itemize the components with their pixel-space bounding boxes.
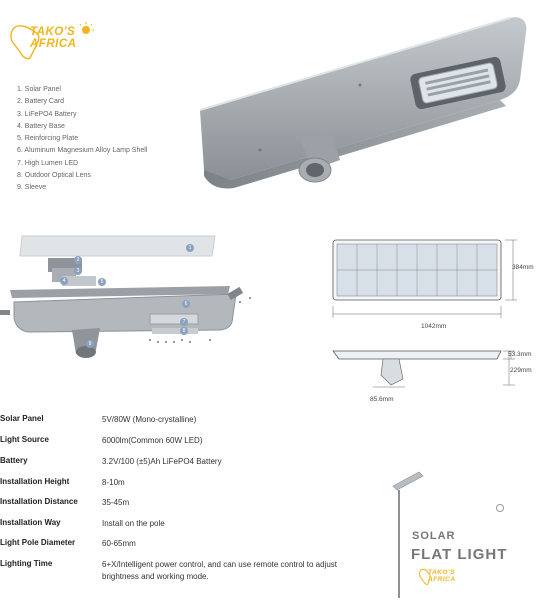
spec-value: 35-45m <box>102 498 130 507</box>
spec-row <box>0 497 350 518</box>
spec-row <box>0 456 350 477</box>
brand-name-small: TAKO'S AFRICA <box>428 569 456 583</box>
brand-name: TAKO'S AFRICA <box>30 26 77 50</box>
callout-label: 2 <box>76 257 80 263</box>
spec-value: 6000lm(Common 60W LED) <box>102 436 203 445</box>
spec-row <box>0 435 350 456</box>
product-render <box>190 10 535 195</box>
callout-labels <box>0 232 265 367</box>
callout-label: 1 <box>188 245 192 251</box>
spec-value: 8-10m <box>102 478 125 487</box>
parts-list <box>17 84 147 195</box>
spec-label: Installation Distance <box>0 497 78 506</box>
spec-value: 6+X/Intelligent power control, and can use remote control to adjust brightness and working mode. <box>102 560 338 581</box>
spec-label: Installation Way <box>0 518 61 527</box>
spec-value: Install on the pole <box>102 519 165 528</box>
small-bolt-icon <box>496 504 504 512</box>
dimension-thickness: 53.3mm <box>508 351 532 358</box>
spec-label: Light Source <box>0 435 49 444</box>
spec-row <box>0 414 350 435</box>
dimension-width: 384mm <box>512 264 534 271</box>
callout-label: 6 <box>184 301 188 307</box>
dimension-height: 229mm <box>510 367 532 374</box>
callout-label: 7 <box>182 319 186 325</box>
callout-label: 4 <box>62 278 66 284</box>
part-item: 1. Solar Panel <box>17 86 61 93</box>
brand-logo <box>8 22 98 62</box>
part-item: 4. Battery Base <box>17 122 65 130</box>
part-item: 8. Outdoor Optical Lens <box>17 172 91 180</box>
spec-label: Light Pole Diameter <box>0 538 76 547</box>
spec-row <box>0 518 350 539</box>
spec-label: Installation Height <box>0 477 70 486</box>
dimension-length: 1042mm <box>421 323 447 330</box>
spec-value: 5V/80W (Mono-crystalline) <box>102 415 197 424</box>
brand-logo-small <box>418 568 468 588</box>
callout-label: 8 <box>182 328 186 334</box>
product-title-line2: FLAT LIGHT <box>411 546 508 563</box>
spec-row <box>0 559 350 580</box>
spec-label: Battery <box>0 456 28 465</box>
part-item: 7. High Lumen LED <box>17 159 79 167</box>
dimension-sleeve: 85.6mm <box>370 396 394 403</box>
part-item: 5. Reinforcing Plate <box>17 135 79 143</box>
callout-label: 9 <box>88 341 92 347</box>
spec-table <box>0 414 350 594</box>
spec-label: Solar Panel <box>0 414 44 423</box>
spec-value: 60-65mm <box>102 539 136 548</box>
part-item: 9. Sleeve <box>17 184 47 192</box>
callout-label: 5 <box>100 279 104 285</box>
spec-value: 3.2V/100 (±5)Ah LiFePO4 Battery <box>102 457 222 466</box>
spec-row <box>0 477 350 498</box>
part-item: 2. Battery Card <box>17 98 65 106</box>
part-item: 3. LiFePO4 Battery <box>17 110 77 118</box>
spec-row <box>0 538 350 559</box>
product-title-line1: SOLAR <box>412 530 456 542</box>
part-item: 6. Aluminum Magnesium Alloy Lamp Shell <box>17 147 148 155</box>
callout-label: 3 <box>76 268 80 274</box>
spec-label: Lighting Time <box>0 559 53 568</box>
